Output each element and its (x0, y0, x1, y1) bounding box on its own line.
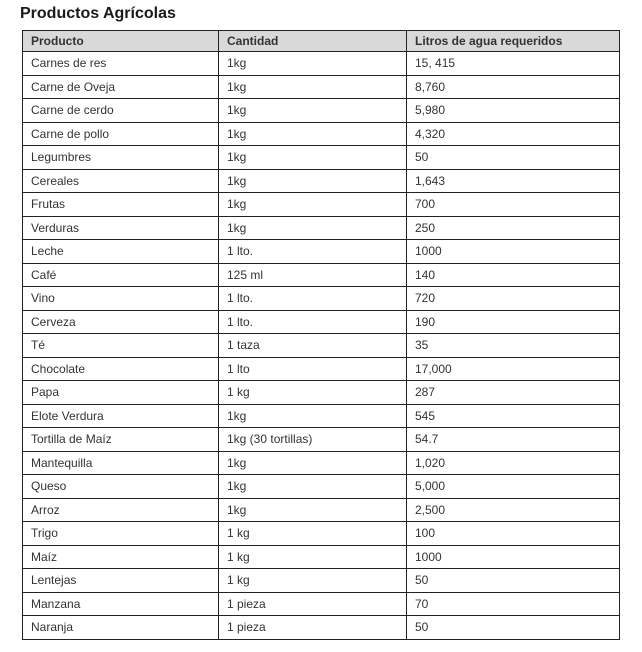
table-row (23, 616, 620, 640)
table-row (23, 498, 620, 522)
cell-cantidad: 1kg (219, 475, 407, 499)
cell-litros: 70 (407, 592, 620, 616)
header-row (23, 31, 620, 52)
table-row (23, 428, 620, 452)
cell-litros: 8,760 (407, 75, 620, 99)
cell-producto: Carne de pollo (23, 122, 219, 146)
column-header-litros: Litros de agua requeridos (407, 31, 620, 52)
table-row (23, 287, 620, 311)
cell-producto: Chocolate (23, 357, 219, 381)
table-row (23, 522, 620, 546)
cell-producto: Frutas (23, 193, 219, 217)
table-row (23, 404, 620, 428)
table-row (23, 146, 620, 170)
cell-producto: Carne de cerdo (23, 99, 219, 123)
table-row (23, 475, 620, 499)
cell-litros: 4,320 (407, 122, 620, 146)
cell-cantidad: 1kg (219, 52, 407, 76)
cell-producto: Queso (23, 475, 219, 499)
cell-cantidad: 1 lto. (219, 287, 407, 311)
cell-litros: 250 (407, 216, 620, 240)
cell-producto: Cerveza (23, 310, 219, 334)
table-row (23, 592, 620, 616)
cell-litros: 700 (407, 193, 620, 217)
cell-litros: 720 (407, 287, 620, 311)
cell-producto: Tortilla de Maíz (23, 428, 219, 452)
table-row (23, 381, 620, 405)
table-row (23, 193, 620, 217)
table-row (23, 334, 620, 358)
cell-producto: Café (23, 263, 219, 287)
table-row (23, 122, 620, 146)
column-header-cantidad: Cantidad (219, 31, 407, 52)
cell-cantidad: 1 lto. (219, 310, 407, 334)
cell-cantidad: 125 ml (219, 263, 407, 287)
cell-cantidad: 1kg (219, 498, 407, 522)
cell-litros: 50 (407, 616, 620, 640)
cell-producto: Naranja (23, 616, 219, 640)
table-row (23, 240, 620, 264)
cell-litros: 190 (407, 310, 620, 334)
table-row (23, 216, 620, 240)
page-title: Productos Agrícolas (20, 5, 176, 22)
cell-producto: Lentejas (23, 569, 219, 593)
cell-litros: 35 (407, 334, 620, 358)
table-row (23, 263, 620, 287)
cell-cantidad: 1 lto. (219, 240, 407, 264)
cell-cantidad: 1kg (219, 75, 407, 99)
cell-litros: 17,000 (407, 357, 620, 381)
table-row (23, 310, 620, 334)
cell-cantidad: 1kg (219, 146, 407, 170)
cell-producto: Elote Verdura (23, 404, 219, 428)
cell-litros: 140 (407, 263, 620, 287)
cell-litros: 1,643 (407, 169, 620, 193)
cell-cantidad: 1kg (219, 169, 407, 193)
cell-litros: 15, 415 (407, 52, 620, 76)
cell-cantidad: 1 kg (219, 522, 407, 546)
cell-producto: Mantequilla (23, 451, 219, 475)
cell-litros: 100 (407, 522, 620, 546)
table-row (23, 451, 620, 475)
cell-cantidad: 1kg (30 tortillas) (219, 428, 407, 452)
cell-litros: 1000 (407, 240, 620, 264)
cell-litros: 5,000 (407, 475, 620, 499)
cell-producto: Cereales (23, 169, 219, 193)
cell-producto: Verduras (23, 216, 219, 240)
table-row (23, 545, 620, 569)
table-row (23, 75, 620, 99)
table-row (23, 52, 620, 76)
cell-cantidad: 1 pieza (219, 616, 407, 640)
cell-producto: Arroz (23, 498, 219, 522)
cell-cantidad: 1kg (219, 404, 407, 428)
table-row (23, 99, 620, 123)
cell-cantidad: 1kg (219, 451, 407, 475)
cell-litros: 1000 (407, 545, 620, 569)
cell-producto: Carnes de res (23, 52, 219, 76)
cell-litros: 287 (407, 381, 620, 405)
table-row (23, 569, 620, 593)
cell-cantidad: 1 kg (219, 545, 407, 569)
table-body (23, 52, 620, 640)
cell-producto: Leche (23, 240, 219, 264)
cell-producto: Vino (23, 287, 219, 311)
column-header-producto: Producto (23, 31, 219, 52)
cell-producto: Legumbres (23, 146, 219, 170)
cell-litros: 2,500 (407, 498, 620, 522)
table-header (23, 31, 620, 52)
cell-cantidad: 1 lto (219, 357, 407, 381)
cell-cantidad: 1kg (219, 99, 407, 123)
cell-producto: Manzana (23, 592, 219, 616)
cell-litros: 545 (407, 404, 620, 428)
cell-litros: 50 (407, 569, 620, 593)
cell-producto: Maíz (23, 545, 219, 569)
cell-producto: Té (23, 334, 219, 358)
cell-cantidad: 1kg (219, 216, 407, 240)
cell-litros: 5,980 (407, 99, 620, 123)
cell-cantidad: 1kg (219, 122, 407, 146)
productos-table (22, 30, 620, 640)
cell-cantidad: 1 pieza (219, 592, 407, 616)
cell-cantidad: 1kg (219, 193, 407, 217)
cell-producto: Carne de Oveja (23, 75, 219, 99)
cell-cantidad: 1 kg (219, 381, 407, 405)
cell-producto: Trigo (23, 522, 219, 546)
table-row (23, 357, 620, 381)
cell-litros: 50 (407, 146, 620, 170)
cell-litros: 54.7 (407, 428, 620, 452)
table-row (23, 169, 620, 193)
cell-producto: Papa (23, 381, 219, 405)
cell-cantidad: 1 taza (219, 334, 407, 358)
cell-litros: 1,020 (407, 451, 620, 475)
cell-cantidad: 1 kg (219, 569, 407, 593)
